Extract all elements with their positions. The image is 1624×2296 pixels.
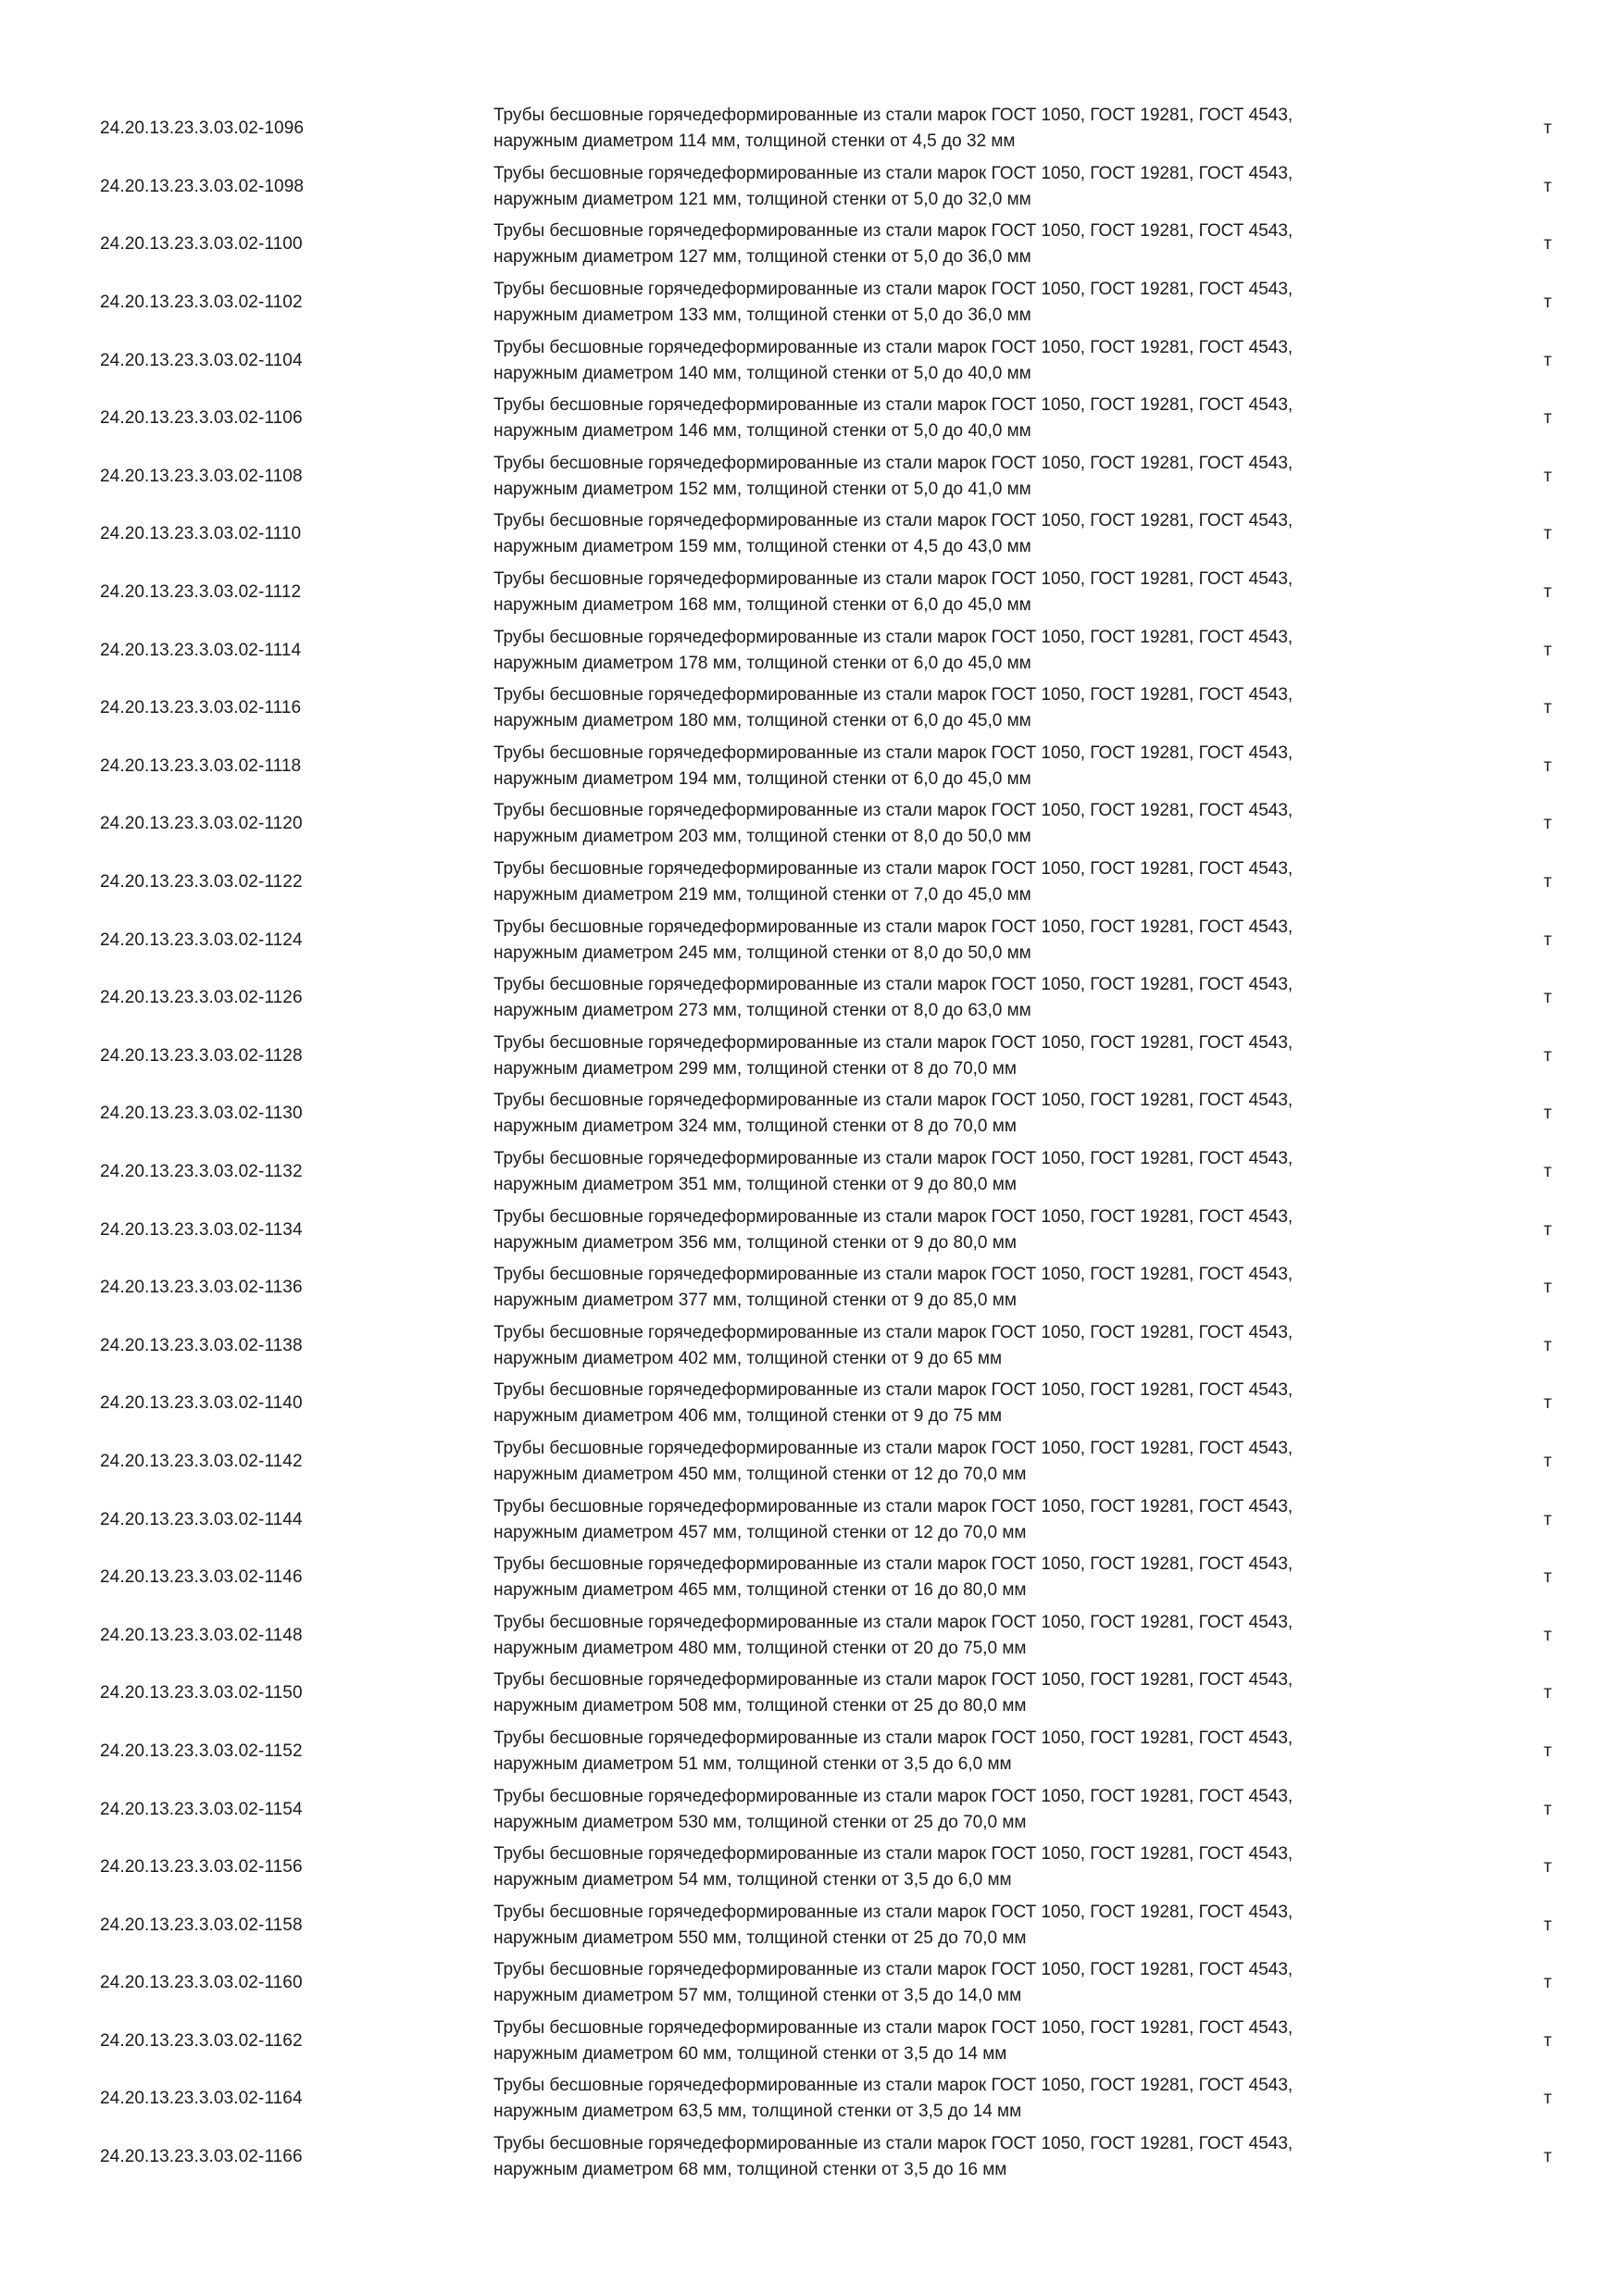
table-row: [100, 1316, 1572, 1375]
resource-code: 24.20.13.23.3.03.02-1106: [100, 408, 303, 429]
resource-description: [493, 1726, 1419, 1778]
table-row: [100, 1433, 1572, 1491]
resource-description: [493, 1552, 1419, 1603]
description-line-1: Трубы бесшовные горячедеформированные из стали марок ГОСТ 1050, ГОСТ 19281, ГОСТ 4543,: [493, 1438, 1293, 1458]
resource-code: 24.20.13.23.3.03.02-1122: [100, 872, 303, 892]
description-line-2: наружным диаметром 114 мм, толщиной стенки от 4,5 до 32 мм: [493, 131, 1016, 152]
description-line-2: наружным диаметром 530 мм, толщиной стенки от 25 до 70,0 мм: [493, 1812, 1027, 1832]
resource-description: [493, 1204, 1419, 1256]
resource-description: [493, 1088, 1419, 1140]
unit-of-measure: т: [1543, 872, 1552, 892]
resource-description: [493, 567, 1419, 618]
table-row: [100, 1896, 1572, 1954]
description-line-1: Трубы бесшовные горячедеформированные из стали марок ГОСТ 1050, ГОСТ 19281, ГОСТ 4543,: [493, 1786, 1293, 1806]
resource-code: 24.20.13.23.3.03.02-1108: [100, 466, 303, 486]
resource-code: 24.20.13.23.3.03.02-1112: [100, 582, 302, 603]
description-line-2: наружным диаметром 351 мм, толщиной стенки от 9 до 80,0 мм: [493, 1174, 1017, 1194]
resource-code: 24.20.13.23.3.03.02-1146: [100, 1567, 303, 1588]
description-line-1: Трубы бесшовные горячедеформированные из стали марок ГОСТ 1050, ГОСТ 19281, ГОСТ 4543,: [493, 1844, 1293, 1865]
description-line-2: наружным диаметром 57 мм, толщиной стенки от 3,5 до 14,0 мм: [493, 1986, 1022, 2006]
description-line-1: Трубы бесшовные горячедеформированные из стали марок ГОСТ 1050, ГОСТ 19281, ГОСТ 4543,: [493, 801, 1293, 821]
description-line-2: наружным диаметром 508 мм, толщиной стенки от 25 до 80,0 мм: [493, 1696, 1027, 1716]
description-line-2: наружным диаметром 121 мм, толщиной стенки от 5,0 до 32,0 мм: [493, 189, 1031, 209]
unit-of-measure: т: [1543, 1857, 1552, 1878]
resource-code: 24.20.13.23.3.03.02-1148: [100, 1625, 303, 1645]
resource-description: [493, 1030, 1419, 1082]
resource-code: 24.20.13.23.3.03.02-1166: [100, 2147, 303, 2167]
description-line-1: Трубы бесшовные горячедеформированные из стали марок ГОСТ 1050, ГОСТ 19281, ГОСТ 4543,: [493, 395, 1293, 416]
unit-of-measure: т: [1543, 1973, 1552, 1993]
description-line-1: Трубы бесшовные горячедеформированные из стали марок ГОСТ 1050, ГОСТ 19281, ГОСТ 4543,: [493, 511, 1293, 531]
description-line-2: наружным диаметром 377 мм, толщиной стенки от 9 до 85,0 мм: [493, 1291, 1017, 1311]
resource-code: 24.20.13.23.3.03.02-1158: [100, 1915, 303, 1935]
description-line-2: наружным диаметром 54 мм, толщиной стенки от 3,5 до 6,0 мм: [493, 1870, 1012, 1890]
description-line-1: Трубы бесшовные горячедеформированные из стали марок ГОСТ 1050, ГОСТ 19281, ГОСТ 4543,: [493, 685, 1293, 705]
description-line-2: наружным диаметром 146 мм, толщиной стенки от 5,0 до 40,0 мм: [493, 421, 1031, 442]
resource-code: 24.20.13.23.3.03.02-1156: [100, 1857, 303, 1878]
resource-description: [493, 1320, 1419, 1372]
unit-of-measure: т: [1543, 582, 1552, 603]
description-line-1: Трубы бесшовные горячедеформированные из стали марок ГОСТ 1050, ГОСТ 19281, ГОСТ 4543,: [493, 2076, 1293, 2096]
table-row: [100, 621, 1572, 680]
description-line-2: наружным диаметром 356 мм, толщиной стенки от 9 до 80,0 мм: [493, 1232, 1017, 1253]
description-line-1: Трубы бесшовные горячедеформированные из стали марок ГОСТ 1050, ГОСТ 19281, ГОСТ 4543,: [493, 1322, 1293, 1342]
unit-of-measure: т: [1543, 1278, 1552, 1298]
resource-description: [493, 451, 1419, 503]
resource-code: 24.20.13.23.3.03.02-1096: [100, 119, 305, 139]
unit-of-measure: т: [1543, 350, 1552, 370]
resource-description: [493, 1900, 1419, 1952]
table-row: [100, 390, 1572, 448]
description-line-2: наружным диаметром 324 мм, толщиной стенки от 8 до 70,0 мм: [493, 1117, 1017, 1137]
description-line-1: Трубы бесшовные горячедеформированные из стали марок ГОСТ 1050, ГОСТ 19281, ГОСТ 4543,: [493, 1728, 1293, 1748]
unit-of-measure: т: [1543, 1219, 1552, 1240]
description-line-1: Трубы бесшовные горячедеформированные из стали марок ГОСТ 1050, ГОСТ 19281, ГОСТ 4543,: [493, 569, 1293, 590]
resource-code: 24.20.13.23.3.03.02-1134: [100, 1219, 303, 1240]
resource-code: 24.20.13.23.3.03.02-1162: [100, 2030, 303, 2051]
table-row: [100, 2128, 1572, 2187]
unit-of-measure: т: [1543, 698, 1552, 718]
unit-of-measure: т: [1543, 1161, 1552, 1181]
description-line-2: наружным диаметром 219 мм, толщиной стенки от 7,0 до 45,0 мм: [493, 885, 1031, 905]
description-line-2: наружным диаметром 127 мм, толщиной стенки от 5,0 до 36,0 мм: [493, 247, 1031, 268]
unit-of-measure: т: [1543, 640, 1552, 660]
unit-of-measure: т: [1543, 1915, 1552, 1935]
unit-of-measure: т: [1543, 1799, 1552, 1819]
description-line-2: наружным диаметром 480 мм, толщиной стенки от 20 до 75,0 мм: [493, 1638, 1027, 1658]
table-row: [100, 1028, 1572, 1086]
unit-of-measure: т: [1543, 1451, 1552, 1471]
table-row: [100, 969, 1572, 1028]
description-line-1: Трубы бесшовные горячедеформированные из стали марок ГОСТ 1050, ГОСТ 19281, ГОСТ 4543,: [493, 1554, 1293, 1575]
table-row: [100, 1780, 1572, 1839]
resource-code: 24.20.13.23.3.03.02-1130: [100, 1104, 303, 1124]
table-row: [100, 1839, 1572, 1897]
description-line-2: наружным диаметром 465 мм, толщиной стенки от 16 до 80,0 мм: [493, 1580, 1027, 1601]
unit-of-measure: т: [1543, 2147, 1552, 2167]
resource-description: [493, 103, 1419, 155]
description-line-1: Трубы бесшовные горячедеформированные из стали марок ГОСТ 1050, ГОСТ 19281, ГОСТ 4543,: [493, 337, 1293, 357]
unit-of-measure: т: [1543, 1045, 1552, 1066]
resource-code: 24.20.13.23.3.03.02-1136: [100, 1278, 303, 1298]
table-row: [100, 448, 1572, 506]
table-row: [100, 1606, 1572, 1665]
unit-of-measure: т: [1543, 930, 1552, 950]
resource-code: 24.20.13.23.3.03.02-1160: [100, 1973, 303, 1993]
resource-description: [493, 508, 1419, 560]
description-line-1: Трубы бесшовные горячедеформированные из стали марок ГОСТ 1050, ГОСТ 19281, ГОСТ 4543,: [493, 627, 1293, 647]
description-line-2: наружным диаметром 140 мм, толщиной стенки от 5,0 до 40,0 мм: [493, 363, 1031, 383]
unit-of-measure: т: [1543, 119, 1552, 139]
description-line-2: наружным диаметром 550 мм, толщиной стенки от 25 до 70,0 мм: [493, 1928, 1027, 1948]
table-row: [100, 2013, 1572, 2071]
resource-description: [493, 972, 1419, 1024]
resource-code: 24.20.13.23.3.03.02-1124: [100, 930, 303, 950]
description-line-1: Трубы бесшовные горячедеформированные из стали марок ГОСТ 1050, ГОСТ 19281, ГОСТ 4543,: [493, 280, 1293, 300]
table-row: [100, 1085, 1572, 1143]
description-line-1: Трубы бесшовные горячедеформированные из стали марок ГОСТ 1050, ГОСТ 19281, ГОСТ 4543,: [493, 975, 1293, 995]
unit-of-measure: т: [1543, 2089, 1552, 2109]
resource-description: [493, 1957, 1419, 2009]
description-line-1: Трубы бесшовные горячедеформированные из стали марок ГОСТ 1050, ГОСТ 19281, ГОСТ 4543,: [493, 859, 1293, 880]
resource-description: [493, 218, 1419, 270]
unit-of-measure: т: [1543, 988, 1552, 1008]
resource-description: [493, 915, 1419, 967]
resource-description: [493, 1610, 1419, 1662]
description-line-2: наружным диаметром 60 мм, толщиной стенки от 3,5 до 14 мм: [493, 2043, 1007, 2064]
resource-code: 24.20.13.23.3.03.02-1150: [100, 1683, 303, 1703]
resource-code: 24.20.13.23.3.03.02-1164: [100, 2089, 303, 2109]
resource-description: [493, 161, 1419, 213]
unit-of-measure: т: [1543, 524, 1552, 544]
description-line-1: Трубы бесшовные горячедеформированные из стали марок ГОСТ 1050, ГОСТ 19281, ГОСТ 4543,: [493, 221, 1293, 242]
table-row: [100, 505, 1572, 564]
table-row: [100, 158, 1572, 217]
description-line-2: наружным диаметром 178 мм, толщиной стенки от 6,0 до 45,0 мм: [493, 653, 1031, 673]
unit-of-measure: т: [1543, 814, 1552, 834]
resource-description: [493, 277, 1419, 329]
resource-code: 24.20.13.23.3.03.02-1126: [100, 988, 303, 1008]
unit-of-measure: т: [1543, 1509, 1552, 1529]
table-row: [100, 2070, 1572, 2128]
resource-code: 24.20.13.23.3.03.02-1152: [100, 1741, 303, 1761]
description-line-2: наружным диаметром 203 мм, толщиной стенки от 8,0 до 50,0 мм: [493, 827, 1031, 847]
table-row: [100, 1549, 1572, 1607]
resource-table: [100, 100, 1572, 2186]
resource-code: 24.20.13.23.3.03.02-1120: [100, 814, 303, 834]
unit-of-measure: т: [1543, 755, 1552, 776]
resource-description: [493, 2015, 1419, 2067]
unit-of-measure: т: [1543, 1683, 1552, 1703]
resource-description: [493, 1146, 1419, 1198]
resource-description: [493, 393, 1419, 444]
description-line-1: Трубы бесшовные горячедеформированные из стали марок ГОСТ 1050, ГОСТ 19281, ГОСТ 4543,: [493, 1380, 1293, 1401]
unit-of-measure: т: [1543, 1625, 1552, 1645]
unit-of-measure: т: [1543, 408, 1552, 429]
description-line-2: наружным диаметром 406 мм, толщиной стенки от 9 до 75 мм: [493, 1406, 1003, 1427]
description-line-1: Трубы бесшовные горячедеформированные из стали марок ГОСТ 1050, ГОСТ 19281, ГОСТ 4543,: [493, 1612, 1293, 1632]
unit-of-measure: т: [1543, 1567, 1552, 1588]
table-row: [100, 1201, 1572, 1259]
description-line-1: Трубы бесшовные горячедеформированные из стали марок ГОСТ 1050, ГОСТ 19281, ГОСТ 4543,: [493, 1265, 1293, 1285]
resource-code: 24.20.13.23.3.03.02-1110: [100, 524, 302, 544]
resource-code: 24.20.13.23.3.03.02-1140: [100, 1393, 303, 1414]
resource-description: [493, 856, 1419, 908]
resource-code: 24.20.13.23.3.03.02-1118: [100, 755, 302, 776]
unit-of-measure: т: [1543, 234, 1552, 255]
resource-description: [493, 1667, 1419, 1719]
description-line-2: наружным диаметром 152 мм, толщиной стенки от 5,0 до 41,0 мм: [493, 479, 1031, 499]
description-line-2: наружным диаметром 180 мм, толщиной стенки от 6,0 до 45,0 мм: [493, 711, 1031, 731]
description-line-1: Трубы бесшовные горячедеформированные из стали марок ГОСТ 1050, ГОСТ 19281, ГОСТ 4543,: [493, 1670, 1293, 1691]
resource-code: 24.20.13.23.3.03.02-1138: [100, 1335, 303, 1355]
unit-of-measure: т: [1543, 2030, 1552, 2051]
resource-description: [493, 798, 1419, 850]
table-row: [100, 564, 1572, 622]
resource-code: 24.20.13.23.3.03.02-1154: [100, 1799, 303, 1819]
resource-description: [493, 1784, 1419, 1836]
table-row: [100, 1143, 1572, 1202]
description-line-1: Трубы бесшовные горячедеформированные из стали марок ГОСТ 1050, ГОСТ 19281, ГОСТ 4543,: [493, 1496, 1293, 1516]
table-row: [100, 795, 1572, 854]
resource-description: [493, 1841, 1419, 1893]
description-line-2: наружным диаметром 68 мм, толщиной стенки от 3,5 до 16 мм: [493, 2160, 1007, 2180]
table-row: [100, 1491, 1572, 1549]
resource-code: 24.20.13.23.3.03.02-1102: [100, 293, 303, 313]
resource-description: [493, 335, 1419, 387]
unit-of-measure: т: [1543, 466, 1552, 486]
description-line-2: наружным диаметром 450 мм, толщиной стенки от 12 до 70,0 мм: [493, 1464, 1027, 1484]
table-row: [100, 854, 1572, 912]
description-line-2: наружным диаметром 273 мм, толщиной стенки от 8,0 до 63,0 мм: [493, 1001, 1031, 1021]
description-line-2: наружным диаметром 51 мм, толщиной стенки от 3,5 до 6,0 мм: [493, 1753, 1012, 1774]
table-row: [100, 216, 1572, 274]
description-line-2: наружным диаметром 63,5 мм, толщиной стенки от 3,5 до 14 мм: [493, 2102, 1022, 2122]
description-line-1: Трубы бесшовные горячедеформированные из стали марок ГОСТ 1050, ГОСТ 19281, ГОСТ 4543,: [493, 1206, 1293, 1227]
unit-of-measure: т: [1543, 1335, 1552, 1355]
description-line-1: Трубы бесшовные горячедеформированные из стали марок ГОСТ 1050, ГОСТ 19281, ГОСТ 4543,: [493, 917, 1293, 937]
description-line-2: наружным диаметром 168 мм, толщиной стенки от 6,0 до 45,0 мм: [493, 595, 1031, 616]
resource-description: [493, 682, 1419, 734]
table-row: [100, 1665, 1572, 1723]
table-row: [100, 274, 1572, 332]
resource-description: [493, 2131, 1419, 2183]
resource-description: [493, 1436, 1419, 1488]
resource-code: 24.20.13.23.3.03.02-1104: [100, 350, 303, 370]
unit-of-measure: т: [1543, 1741, 1552, 1761]
description-line-2: наружным диаметром 299 мм, толщиной стенки от 8 до 70,0 мм: [493, 1058, 1017, 1079]
unit-of-measure: т: [1543, 176, 1552, 196]
description-line-1: Трубы бесшовные горячедеформированные из стали марок ГОСТ 1050, ГОСТ 19281, ГОСТ 4543,: [493, 1032, 1293, 1053]
resource-description: [493, 1378, 1419, 1429]
resource-code: 24.20.13.23.3.03.02-1132: [100, 1161, 303, 1181]
resource-code: 24.20.13.23.3.03.02-1142: [100, 1451, 303, 1471]
table-row: [100, 331, 1572, 390]
description-line-1: Трубы бесшовные горячедеформированные из стали марок ГОСТ 1050, ГОСТ 19281, ГОСТ 4543,: [493, 1902, 1293, 1922]
description-line-1: Трубы бесшовные горячедеформированные из стали марок ГОСТ 1050, ГОСТ 19281, ГОСТ 4543,: [493, 2017, 1293, 2038]
unit-of-measure: т: [1543, 1393, 1552, 1414]
description-line-1: Трубы бесшовные горячедеформированные из стали марок ГОСТ 1050, ГОСТ 19281, ГОСТ 4543,: [493, 742, 1293, 763]
table-row: [100, 1954, 1572, 2013]
description-line-2: наружным диаметром 194 мм, толщиной стенки от 6,0 до 45,0 мм: [493, 768, 1031, 789]
resource-code: 24.20.13.23.3.03.02-1100: [100, 234, 303, 255]
description-line-2: наружным диаметром 159 мм, толщиной стенки от 4,5 до 43,0 мм: [493, 537, 1031, 557]
table-row: [100, 1375, 1572, 1433]
description-line-1: Трубы бесшовные горячедеформированные из стали марок ГОСТ 1050, ГОСТ 19281, ГОСТ 4543,: [493, 2134, 1293, 2154]
description-line-1: Трубы бесшовные горячедеформированные из стали марок ГОСТ 1050, ГОСТ 19281, ГОСТ 4543,: [493, 1091, 1293, 1111]
description-line-2: наружным диаметром 133 мм, толщиной стенки от 5,0 до 36,0 мм: [493, 306, 1031, 326]
table-row: [100, 1259, 1572, 1317]
description-line-1: Трубы бесшовные горячедеформированные из стали марок ГОСТ 1050, ГОСТ 19281, ГОСТ 4543,: [493, 163, 1293, 183]
description-line-1: Трубы бесшовные горячедеформированные из стали марок ГОСТ 1050, ГОСТ 19281, ГОСТ 4543,: [493, 453, 1293, 473]
description-line-2: наружным диаметром 457 мм, толщиной стенки от 12 до 70,0 мм: [493, 1522, 1027, 1542]
table-row: [100, 1723, 1572, 1781]
description-line-2: наружным диаметром 245 мм, толщиной стенки от 8,0 до 50,0 мм: [493, 942, 1031, 963]
description-line-2: наружным диаметром 402 мм, толщиной стенки от 9 до 65 мм: [493, 1348, 1003, 1368]
description-line-1: Трубы бесшовные горячедеформированные из стали марок ГОСТ 1050, ГОСТ 19281, ГОСТ 4543,: [493, 1960, 1293, 1980]
resource-description: [493, 741, 1419, 792]
table-row: [100, 100, 1572, 158]
table-row: [100, 911, 1572, 969]
resource-code: 24.20.13.23.3.03.02-1128: [100, 1045, 303, 1066]
resource-description: [493, 1494, 1419, 1546]
description-line-1: Трубы бесшовные горячедеформированные из стали марок ГОСТ 1050, ГОСТ 19281, ГОСТ 4543,: [493, 1148, 1293, 1168]
table-row: [100, 680, 1572, 738]
unit-of-measure: т: [1543, 293, 1552, 313]
resource-description: [493, 1262, 1419, 1314]
resource-code: 24.20.13.23.3.03.02-1098: [100, 176, 305, 196]
description-line-1: Трубы бесшовные горячедеформированные из стали марок ГОСТ 1050, ГОСТ 19281, ГОСТ 4543,: [493, 106, 1293, 126]
unit-of-measure: т: [1543, 1104, 1552, 1124]
resource-code: 24.20.13.23.3.03.02-1116: [100, 698, 302, 718]
resource-code: 24.20.13.23.3.03.02-1144: [100, 1509, 303, 1529]
table-row: [100, 738, 1572, 796]
resource-code: 24.20.13.23.3.03.02-1114: [100, 640, 302, 660]
resource-description: [493, 2073, 1419, 2125]
resource-description: [493, 625, 1419, 677]
